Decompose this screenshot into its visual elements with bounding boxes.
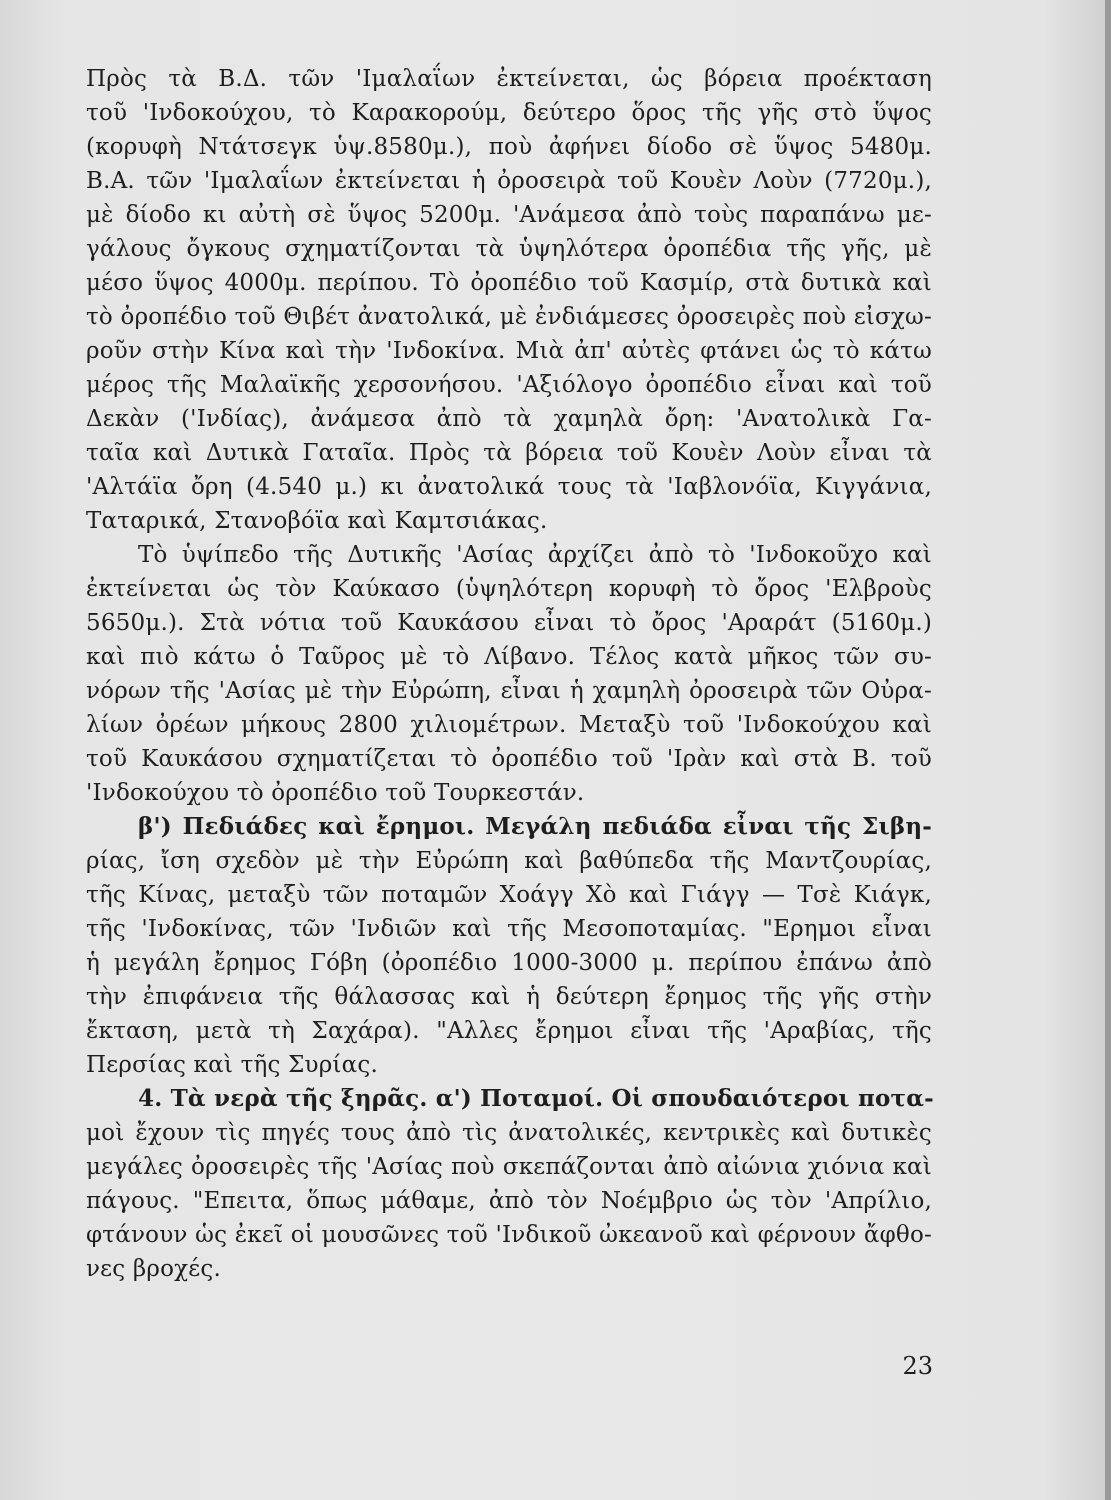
text-line: τὴν ἐπιφάνεια τῆς θάλασσας καὶ ἡ δεύτερη ἔρημος τῆς γῆς στὴν (86, 984, 932, 1010)
text-line: ἡ μεγάλη ἔρημος Γόβη (ὀροπέδιο 1000-3000 μ. περίπου ἐπάνω ἀπὸ (86, 950, 932, 976)
text-line: Β.Α. τῶν 'Ιμαλαΐων ἐκτείνεται ἡ ὀροσειρὰ τοῦ Κουὲν Λοὺν (7720μ.), (86, 168, 932, 194)
text-line: 'Αλτάϊα ὄρη (4.540 μ.) κι ἀνατολικά τους τὰ 'Ιαβλονόϊα, Κιγγάνια, (86, 474, 932, 500)
text-line: νες βροχές. (86, 1256, 222, 1282)
text-line: μέρος τῆς Μαλαϊκῆς χερσονήσου. 'Αξιόλογο ὀροπέδιο εἶναι καὶ τοῦ (86, 372, 932, 398)
text-line: μεγάλες ὀροσειρὲς τῆς 'Ασίας ποὺ σκεπάζονται ἀπὸ αἰώνια χιόνια καὶ (86, 1154, 932, 1180)
text-line: λίων ὀρέων μήκους 2800 χιλιομέτρων. Μεταξὺ τοῦ 'Ινδοκούχου καὶ (86, 712, 932, 738)
text-line: γάλους ὄγκους σχηματίζονται τὰ ὑψηλότερα ὀροπέδια τῆς γῆς, μὲ (86, 236, 932, 262)
text-line: Περσίας καὶ τῆς Συρίας. (86, 1052, 378, 1078)
text-line: (κορυφὴ Ντάτσεγκ ὑψ.8580μ.), ποὺ ἀφήνει δίοδο σὲ ὕψος 5480μ. (86, 134, 932, 160)
text-line: Τὸ ὑψίπεδο τῆς Δυτικῆς 'Ασίας ἀρχίζει ἀπὸ τὸ 'Ινδοκοῦχο καὶ (138, 542, 932, 568)
text-line: πάγους. "Επειτα, ὅπως μάθαμε, ἀπὸ τὸν Νοέμβριο ὡς τὸν 'Απρίλιο, (86, 1188, 932, 1214)
text-line: Ταταρικά, Στανοβόϊα καὶ Καμτσιάκας. (86, 508, 548, 534)
text-line: ταῖα καὶ Δυτικὰ Γαταῖα. Πρὸς τὰ βόρεια τοῦ Κουὲν Λοὺν εἶναι τὰ (86, 440, 932, 466)
section-heading-line: 4. Τὰ νερὰ τῆς ξηρᾶς. α') Ποταμοί. Οἱ σπουδαιότεροι ποτα- (138, 1085, 934, 1112)
text-line: 'Ινδοκούχου τὸ ὀροπέδιο τοῦ Τουρκεστάν. (86, 780, 585, 806)
section-heading-line: β') Πεδιάδες καὶ ἔρημοι. Μεγάλη πεδιάδα εἶναι τῆς Σιβη- (138, 813, 932, 840)
text-line: τῆς Κίνας, μεταξὺ τῶν ποταμῶν Χοάγγ Χὸ καὶ Γιάγγ — Τσὲ Κιάγκ, (86, 882, 932, 908)
text-line: Πρὸς τὰ Β.Δ. τῶν 'Ιμαλαΐων ἐκτείνεται, ὡς βόρεια προέκταση (86, 66, 932, 92)
page-number: 23 (902, 1352, 933, 1380)
text-line: τοῦ Καυκάσου σχηματίζεται τὸ ὀροπέδιο τοῦ 'Ιρὰν καὶ στὰ Β. τοῦ (86, 746, 932, 772)
text-line: μὲ δίοδο κι αὐτὴ σὲ ὕψος 5200μ. 'Ανάμεσα ἀπὸ τοὺς παραπάνω με- (86, 202, 932, 228)
text-line: ἐκτείνεται ὡς τὸν Καύκασο (ὑψηλότερη κορυφὴ τὸ ὄρος 'Ελβροὺς (86, 576, 932, 602)
text-line: Δεκὰν ('Ινδίας), ἀνάμεσα ἀπὸ τὰ χαμηλὰ ὄρη: 'Ανατολικὰ Γα- (86, 406, 932, 432)
text-line: μέσο ὕψος 4000μ. περίπου. Τὸ ὀροπέδιο τοῦ Κασμίρ, στὰ δυτικὰ καὶ (86, 270, 932, 296)
body-text (86, 62, 932, 1286)
text-line: τοῦ 'Ινδοκούχου, τὸ Καρακορούμ, δεύτερο ὅρος τῆς γῆς στὸ ὕψος (86, 100, 932, 126)
text-line: ρίας, ἴση σχεδὸν μὲ τὴν Εὐρώπη καὶ βαθύπεδα τῆς Μαντζουρίας, (86, 848, 932, 874)
text-line: φτάνουν ὡς ἐκεῖ οἱ μουσῶνες τοῦ 'Ινδικοῦ ὠκεανοῦ καὶ φέρνουν ἄφθο- (86, 1222, 932, 1248)
page-edge (1105, 0, 1111, 1500)
text-line: 5650μ.). Στὰ νότια τοῦ Καυκάσου εἶναι τὸ ὄρος 'Αραράτ (5160μ.) (86, 610, 932, 636)
text-line: νόρων τῆς 'Ασίας μὲ τὴν Εὐρώπη, εἶναι ἡ χαμηλὴ ὀροσειρὰ τῶν Οὐρα- (86, 678, 932, 704)
text-line: τῆς 'Ινδοκίνας, τῶν 'Ινδιῶν καὶ τῆς Μεσοποταμίας. "Ερημοι εἶναι (86, 916, 932, 942)
text-line: μοὶ ἔχουν τὶς πηγές τους ἀπὸ τὶς ἀνατολικές, κεντρικὲς καὶ δυτικὲς (86, 1120, 932, 1146)
text-line: ροῦν στὴν Κίνα καὶ τὴν 'Ινδοκίνα. Μιὰ ἀπ' αὐτὲς φτάνει ὡς τὸ κάτω (86, 338, 932, 364)
text-line: τὸ ὀροπέδιο τοῦ Θιβέτ ἀνατολικά, μὲ ἐνδιάμεσες ὀροσειρὲς ποὺ εἰσχω- (86, 304, 932, 330)
text-line: ἔκταση, μετὰ τὴ Σαχάρα). "Αλλες ἔρημοι εἶναι τῆς 'Αραβίας, τῆς (86, 1018, 932, 1044)
text-line: καὶ πιὸ κάτω ὁ Ταῦρος μὲ τὸ Λίβανο. Τέλος κατὰ μῆκος τῶν συ- (86, 644, 932, 670)
